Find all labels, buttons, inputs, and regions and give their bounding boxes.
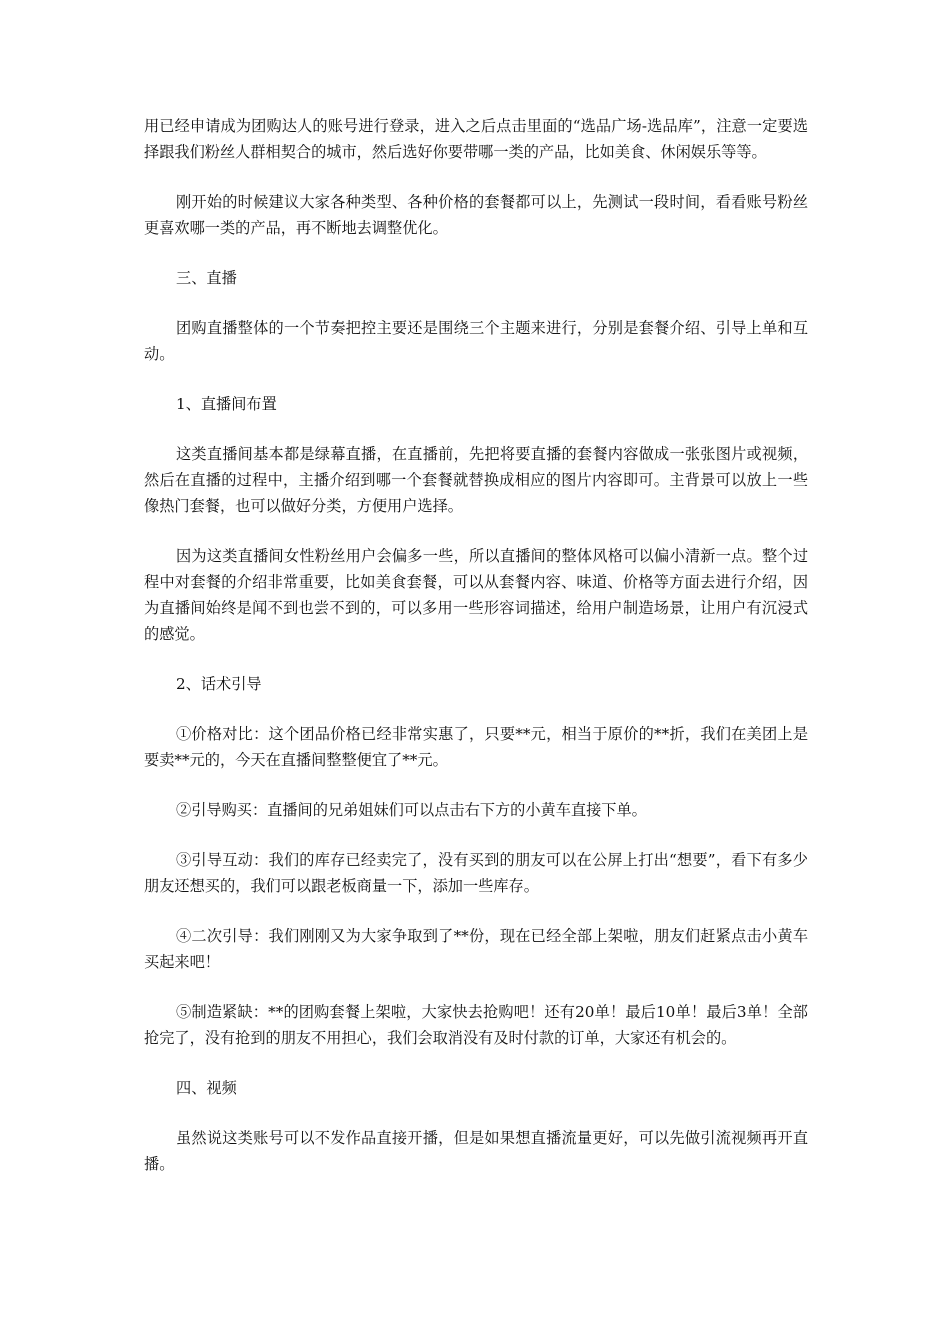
- paragraph-create-scarcity: ⑤制造紧缺：**的团购套餐上架啦，大家快去抢购吧！还有20单！最后10单！最后3单！全部抢完了，没有抢到的朋友不用担心，我们会取消没有及时付款的订单，大家还有机会的。: [144, 1003, 808, 1047]
- paragraph-price-comparison: ①价格对比：这个团品价格已经非常实惠了，只要**元，相当于原价的**折，我们在美团上是要卖**元的，今天在直播间整整便宜了**元。: [144, 725, 808, 769]
- paragraph-second-guidance: ④二次引导：我们刚刚又为大家争取到了**份，现在已经全部上架啦，朋友们赶紧点击小黄车买起来吧！: [144, 927, 808, 971]
- paragraph-video-advice: 虽然说这类账号可以不发作品直接开播，但是如果想直播流量更好，可以先做引流视频再开直播。: [144, 1129, 808, 1173]
- paragraph-guide-purchase: ②引导购买：直播间的兄弟姐妹们可以点击右下方的小黄车直接下单。: [176, 801, 647, 819]
- paragraph-room-style: 因为这类直播间女性粉丝用户会偏多一些，所以直播间的整体风格可以偏小清新一点。整个过程中对套餐的介绍非常重要，比如美食套餐，可以从套餐内容、味道、价格等方面去进行介绍，因为直播间始终是闻不到也尝不到的，可以多用一些形容词描述，给用户制造场景，让用户有沉浸式的感觉。: [144, 547, 808, 643]
- section-heading-live: 三、直播: [176, 269, 237, 287]
- subheading-script-guidance: 2、话术引导: [176, 675, 262, 693]
- paragraph-live-overview: 团购直播整体的一个节奏把控主要还是围绕三个主题来进行，分别是套餐介绍、引导上单和互动。: [144, 319, 808, 363]
- paragraph-guide-interaction: ③引导互动：我们的库存已经卖完了，没有买到的朋友可以在公屏上打出“想要”，看下有多少朋友还想买的，我们可以跟老板商量一下，添加一些库存。: [144, 851, 808, 895]
- paragraph-login-instructions: 用已经申请成为团购达人的账号进行登录，进入之后点击里面的“选品广场-选品库”，注意一定要选择跟我们粉丝人群相契合的城市，然后选好你要带哪一类的产品，比如美食、休闲娱乐等等。: [144, 117, 808, 161]
- paragraph-testing-advice: 刚开始的时候建议大家各种类型、各种价格的套餐都可以上，先测试一段时间，看看账号粉丝更喜欢哪一类的产品，再不断地去调整优化。: [144, 193, 808, 237]
- subheading-room-setup: 1、直播间布置: [176, 395, 277, 413]
- document-body: [144, 113, 808, 1201]
- paragraph-green-screen: 这类直播间基本都是绿幕直播，在直播前，先把将要直播的套餐内容做成一张张图片或视频，然后在直播的过程中，主播介绍到哪一个套餐就替换成相应的图片内容即可。主背景可以放上一些像热门套餐，也可以做好分类，方便用户选择。: [144, 445, 808, 515]
- section-heading-video: 四、视频: [176, 1079, 237, 1097]
